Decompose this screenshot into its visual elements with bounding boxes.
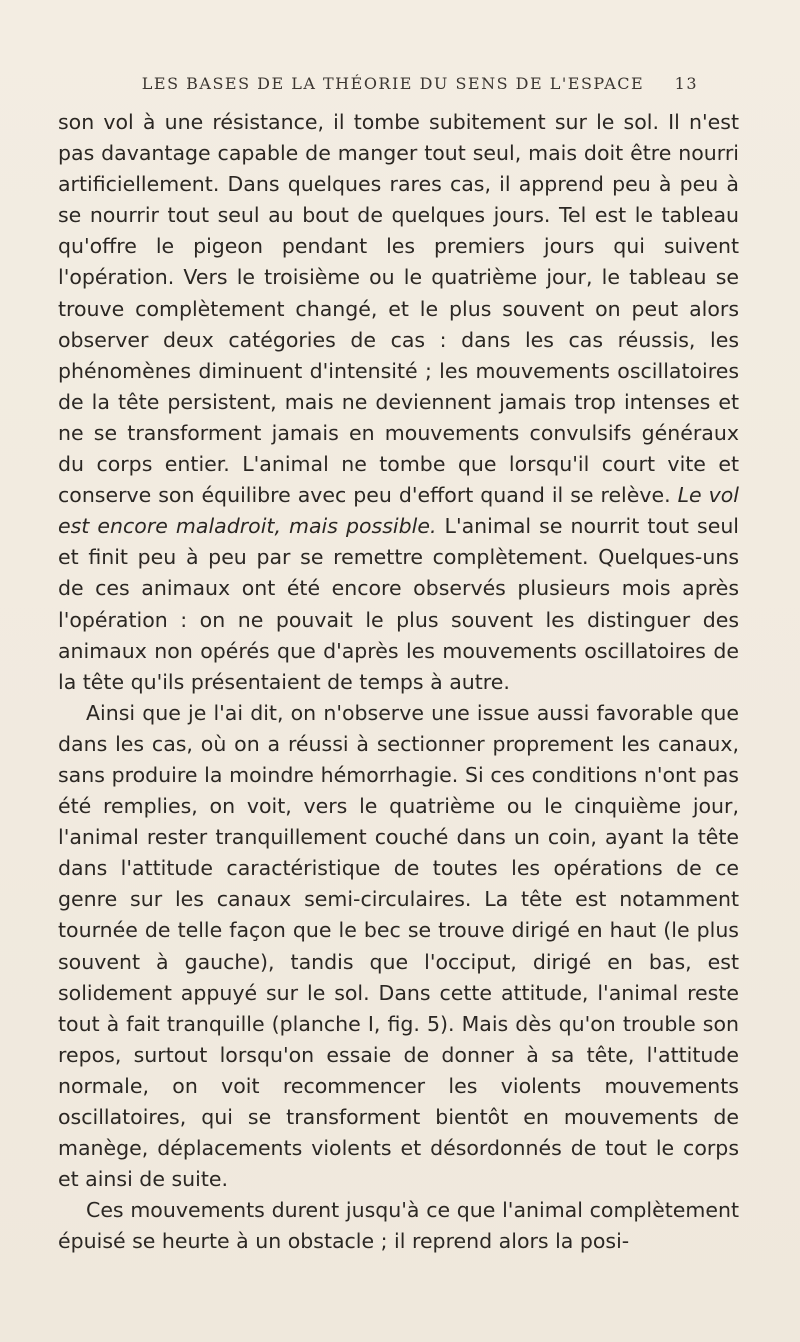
page-number: 13 (674, 74, 698, 93)
paragraph-1-text-b: L'animal se nourrit tout seul et finit peu à peu par se remettre complètement. Quelques-uns de ces animaux ont été encore observés plusieurs mois après l'opération : on ne pouvait le plus souvent les distinguer des animaux non opérés que d'après les mouvements oscillatoires de la tête qu'ils présentaient de temps à autre. (58, 514, 740, 694)
running-head (118, 74, 698, 104)
paragraph-1-italic-phrase: Le vol est encore maladroit, mais possible. (58, 483, 739, 539)
running-title: LES BASES DE LA THÉORIE DU SENS DE L'ESPACE (141, 74, 645, 93)
paragraph-3: Ces mouvements durent jusqu'à ce que l'animal complètement épuisé se heurte à un obstacle ; il reprend alors la posi- (58, 1198, 739, 1254)
paragraph-2: Ainsi que je l'ai dit, on n'observe une issue aussi favorable que dans les cas, où on a réussi à sectionner proprement les canaux, sans produire la moindre hémorrhagie. Si ces conditions n'ont pas été remplies, on voit, vers le quatrième ou le cinquième jour, l'animal rester tranquillement couché dans un coin, ayant la tête dans l'attitude caractéristique de toutes les opérations de ce genre sur les canaux semi-circulaires. La tête est notamment tournée de telle façon que le bec se trouve dirigé en haut (le plus souvent à gauche), tandis que l'occiput, dirigé en bas, est solidement appuyé sur le sol. Dans cette attitude, l'animal reste tout à fait tranquille (planche I, fig. 5). Mais dès qu'on trouble son repos, surtout lorsqu'on essaie de donner à sa tête, l'attitude normale, on voit recommencer les violents mouvements oscillatoires, qui se transforment bientôt en mouvements de manège, déplacements violents et désordonnés de tout le corps et ainsi de suite. (58, 700, 739, 1192)
body-text (58, 107, 739, 1257)
paragraph-1-text-a: son vol à une résistance, il tombe subitement sur le sol. Il n'est pas davantage capable de manger tout seul, mais doit être nourri artificiellement. Dans quelques rares cas, il apprend peu à peu à se nourrir tout seul au bout de quelques jours. Tel est le tableau qu'offre le pigeon pendant les premiers jours qui suivent l'opération. Vers le troisième ou le quatrième jour, le tableau se trouve complètement changé, et le plus souvent on peut alors observer deux catégories de cas : dans les cas réussis, les phénomènes diminuent d'intensité ; les mouvements oscillatoires de la tête persistent, mais ne deviennent jamais trop intenses et ne se transforment jamais en mouvements convulsifs généraux du corps entier. L'animal ne tombe que lorsqu'il court vite et conserve son équilibre avec peu d'effort quand il se relève. (58, 110, 739, 508)
paragraph-1 (58, 107, 739, 698)
